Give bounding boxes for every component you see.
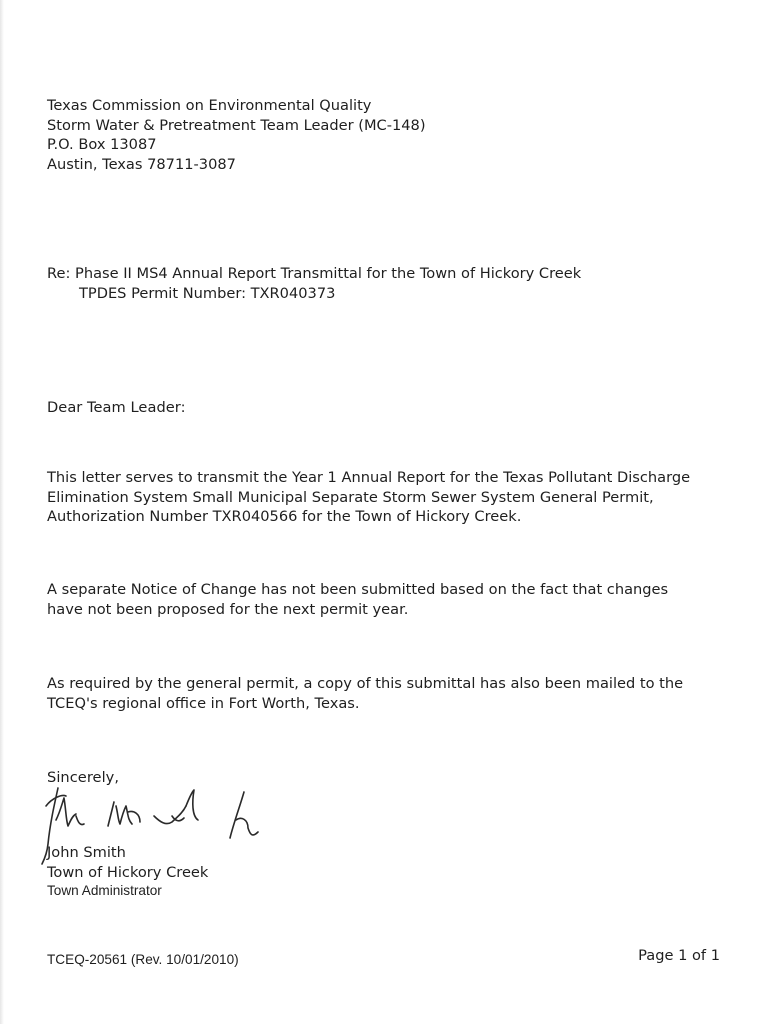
permit-number-line: TPDES Permit Number: TXR040373 <box>79 284 336 302</box>
subject-line: Re: Phase II MS4 Annual Report Transmittal for the Town of Hickory Creek <box>47 265 582 282</box>
recipient-line: P.O. Box 13087 <box>47 136 157 153</box>
page-number: Page 1 of 1 <box>638 947 720 964</box>
paragraph-line: This letter serves to transmit the Year 1 Annual Report for the Texas Pollutant Discharge <box>47 469 691 486</box>
signer-name: John Smith <box>47 844 126 861</box>
salutation: Dear Team Leader: <box>47 399 186 416</box>
paragraph-line: As required by the general permit, a copy of this submittal has also been mailed to the <box>47 675 684 692</box>
recipient-address <box>47 96 426 174</box>
recipient-line: Texas Commission on Environmental Quality <box>47 97 372 114</box>
subject-block <box>47 264 581 303</box>
paragraph-line: TCEQ's regional office in Fort Worth, Texas. <box>47 694 360 712</box>
paragraph-notice-of-change <box>47 580 668 619</box>
scan-edge <box>0 0 4 1024</box>
signer-organization: Town of Hickory Creek <box>47 863 209 881</box>
paragraph-line: Elimination System Small Municipal Separate Storm Sewer System General Permit, <box>47 488 654 506</box>
paragraph-regional-copy <box>47 674 683 713</box>
signature-block <box>47 843 208 900</box>
signer-title: Town Administrator <box>47 883 162 898</box>
paragraph-transmittal <box>47 468 690 527</box>
form-id: TCEQ-20561 (Rev. 10/01/2010) <box>47 952 239 967</box>
paragraph-line: A separate Notice of Change has not been submitted based on the fact that changes <box>47 581 669 598</box>
recipient-line: Austin, Texas 78711-3087 <box>47 155 236 173</box>
closing: Sincerely, <box>47 769 120 786</box>
paragraph-line: have not been proposed for the next permit year. <box>47 600 409 618</box>
paragraph-line: Authorization Number TXR040566 for the Town of Hickory Creek. <box>47 508 522 525</box>
recipient-line: Storm Water & Pretreatment Team Leader (MC-148) <box>47 116 426 134</box>
